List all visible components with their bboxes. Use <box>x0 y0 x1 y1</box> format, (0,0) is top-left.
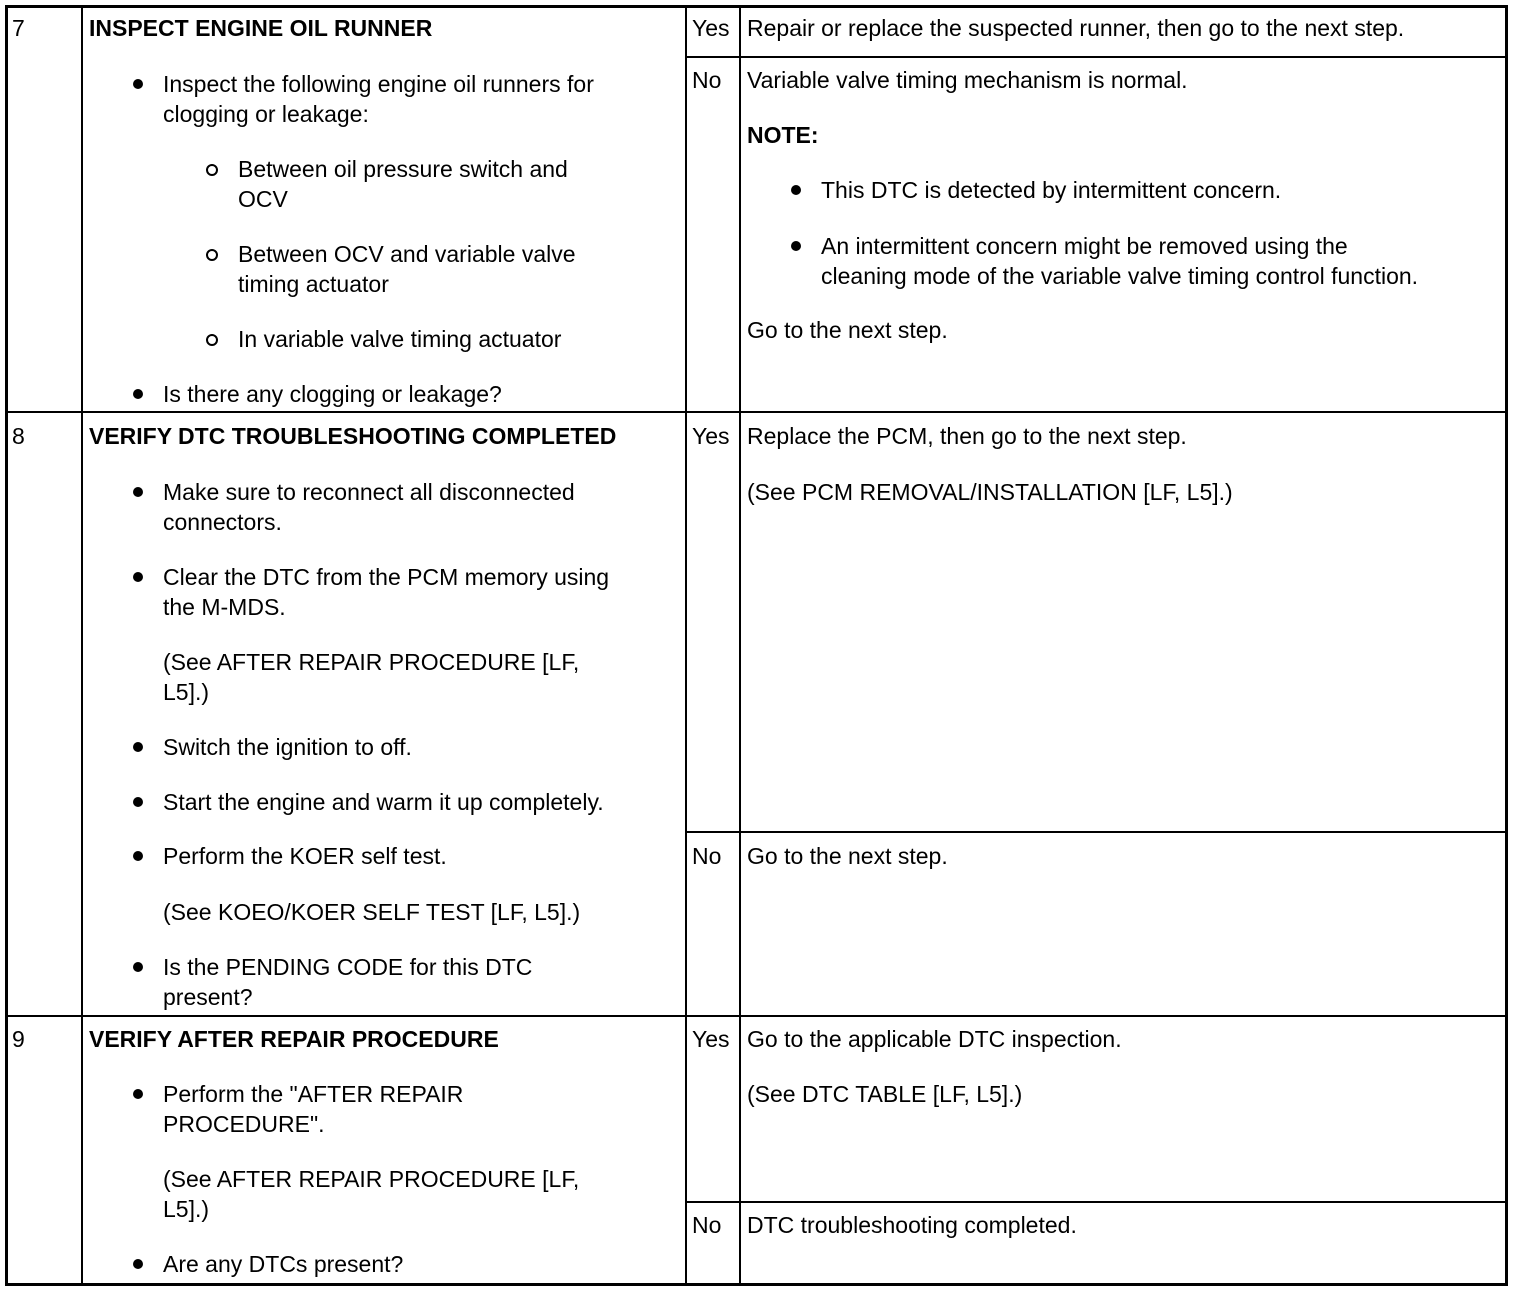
check-item: clogging or leakage: <box>163 101 369 127</box>
check-question: present? <box>163 984 253 1010</box>
sub-bullet-icon <box>206 164 218 176</box>
reference-link[interactable]: (See DTC TABLE [LF, L5].) <box>747 1081 1023 1107</box>
yes-no-divider <box>686 831 1506 833</box>
note-item: cleaning mode of the variable valve timing control function. <box>821 263 1419 289</box>
note-item: An intermittent concern might be removed using the <box>821 233 1348 259</box>
check-subitem: In variable valve timing actuator <box>238 326 562 352</box>
check-item: Clear the DTC from the PCM memory using <box>163 564 610 590</box>
reference-link[interactable]: L5].) <box>163 1196 210 1222</box>
check-subitem: OCV <box>238 186 288 212</box>
check-question: Are any DTCs present? <box>163 1251 404 1277</box>
check-subitem: timing actuator <box>238 271 389 297</box>
check-item: Start the engine and warm it up completely. <box>163 789 604 815</box>
bullet-icon <box>133 851 143 861</box>
yes-action: Repair or replace the suspected runner, then go to the next step. <box>747 15 1405 41</box>
row-divider <box>6 411 1506 413</box>
check-question: Is the PENDING CODE for this DTC <box>163 954 533 980</box>
yes-label: Yes <box>692 1026 730 1052</box>
yes-action: Replace the PCM, then go to the next step. <box>747 423 1187 449</box>
step-number: 9 <box>12 1026 25 1052</box>
reference-link[interactable]: L5].) <box>163 679 210 705</box>
check-item: Perform the KOER self test. <box>163 843 447 869</box>
note-item: This DTC is detected by intermittent concern. <box>821 177 1282 203</box>
bullet-icon <box>133 389 143 399</box>
check-item: Make sure to reconnect all disconnected <box>163 479 575 505</box>
check-item: Switch the ignition to off. <box>163 734 412 760</box>
no-action: Variable valve timing mechanism is normal. <box>747 67 1188 93</box>
bullet-icon <box>133 962 143 972</box>
bullet-icon <box>133 797 143 807</box>
check-item: connectors. <box>163 509 282 535</box>
no-label: No <box>692 67 722 93</box>
bullet-icon <box>133 572 143 582</box>
step-number: 8 <box>12 423 25 449</box>
check-subitem: Between oil pressure switch and <box>238 156 568 182</box>
sub-bullet-icon <box>206 334 218 346</box>
bullet-icon <box>133 742 143 752</box>
no-action: DTC troubleshooting completed. <box>747 1212 1077 1238</box>
check-item: Perform the "AFTER REPAIR <box>163 1081 464 1107</box>
column-divider <box>739 6 741 1284</box>
no-label: No <box>692 1212 722 1238</box>
step-title: VERIFY DTC TROUBLESHOOTING COMPLETED <box>89 423 617 449</box>
step-title: VERIFY AFTER REPAIR PROCEDURE <box>89 1026 499 1052</box>
bullet-icon <box>133 1089 143 1099</box>
reference-link[interactable]: (See AFTER REPAIR PROCEDURE [LF, <box>163 649 580 675</box>
yes-label: Yes <box>692 423 730 449</box>
row-divider <box>6 1015 1506 1017</box>
bullet-icon <box>133 79 143 89</box>
bullet-icon <box>133 1259 143 1269</box>
check-item: Inspect the following engine oil runners for <box>163 71 594 97</box>
column-divider <box>81 6 83 1284</box>
reference-link[interactable]: (See PCM REMOVAL/INSTALLATION [LF, L5].) <box>747 479 1233 505</box>
note-heading: NOTE: <box>747 122 819 148</box>
no-action: Go to the next step. <box>747 843 948 869</box>
check-question: Is there any clogging or leakage? <box>163 381 502 407</box>
yes-no-divider <box>686 1201 1506 1203</box>
no-label: No <box>692 843 722 869</box>
no-action: Go to the next step. <box>747 317 948 343</box>
bullet-icon <box>791 241 801 251</box>
sub-bullet-icon <box>206 249 218 261</box>
check-item: the M-MDS. <box>163 594 286 620</box>
reference-link[interactable]: (See KOEO/KOER SELF TEST [LF, L5].) <box>163 899 581 925</box>
yes-label: Yes <box>692 15 730 41</box>
yes-action: Go to the applicable DTC inspection. <box>747 1026 1122 1052</box>
reference-link[interactable]: (See AFTER REPAIR PROCEDURE [LF, <box>163 1166 580 1192</box>
step-number: 7 <box>12 15 25 41</box>
check-subitem: Between OCV and variable valve <box>238 241 576 267</box>
step-title: INSPECT ENGINE OIL RUNNER <box>89 15 433 41</box>
bullet-icon <box>791 185 801 195</box>
check-item: PROCEDURE". <box>163 1111 325 1137</box>
column-divider <box>685 6 687 1284</box>
yes-no-divider <box>686 56 1506 58</box>
bullet-icon <box>133 487 143 497</box>
